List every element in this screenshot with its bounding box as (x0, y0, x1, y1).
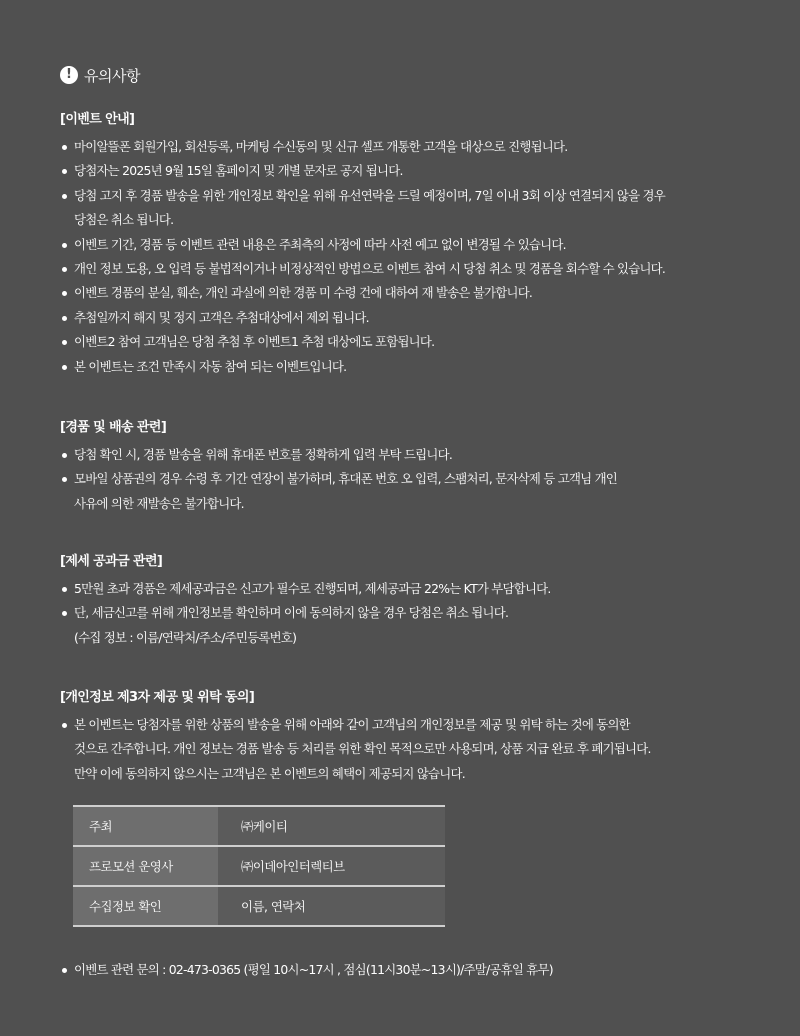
section-title: [경품 및 배송 관련] (60, 420, 167, 435)
table-value: ㈜케이티 (218, 806, 445, 846)
list-item: 모바일 상품권의 경우 수령 후 기간 연장이 불가하며, 휴대폰 번호 오 입력, 스팸처리, 문자삭제 등 고객님 개인 사유에 의한 재발송은 불가합니다. (60, 467, 760, 516)
table-label: 수집정보 확인 (73, 886, 218, 926)
table-value: 이름, 연락처 (218, 886, 445, 926)
list-item: 당첨 고지 후 경품 발송을 위한 개인정보 확인을 위해 유선연락을 드릴 예정이며, 7일 이내 3회 이상 연결되지 않을 경우 당첨은 취소 됩니다. (60, 184, 760, 233)
section-title: [개인정보 제3자 제공 및 위탁 동의] (60, 690, 255, 705)
list-item: 단, 세금신고를 위해 개인정보를 확인하며 이에 동의하지 않을 경우 당첨은 취소 됩니다. (수집 정보 : 이름/연락처/주소/주민등록번호) (60, 601, 760, 650)
contact-text: 이벤트 관련 문의 : 02-473-0365 (평일 10시~17시 , 점심(11시30분~13시)/주말/공휴일 휴무) (74, 962, 553, 977)
table-row (73, 846, 445, 886)
list-item: 당첨자는 2025년 9월 15일 홈페이지 및 개별 문자로 공지 됩니다. (60, 159, 760, 183)
list-item: 추첨일까지 해지 및 정지 고객은 추첨대상에서 제외 됩니다. (60, 306, 760, 330)
list-item: 이벤트 기간, 경품 등 이벤트 관련 내용은 주최측의 사정에 따라 사전 예고 없이 변경될 수 있습니다. (60, 233, 760, 257)
table-row (73, 806, 445, 846)
list-item: 마이알뜰폰 회원가입, 회선등록, 마케팅 수신동의 및 신규 셀프 개통한 고객을 대상으로 진행됩니다. (60, 135, 760, 159)
info-table (73, 805, 445, 927)
section-tax (60, 553, 760, 650)
table-label: 주최 (73, 806, 218, 846)
exclamation-icon: ! (60, 66, 78, 84)
list-item: 본 이벤트는 당첨자를 위한 상품의 발송을 위해 아래와 같이 고객님의 개인정보를 제공 및 위탁 하는 것에 동의한 것으로 간주합니다. 개인 정보는 경품 발송 등 처리를 위한 확인 목적으로만 사용되며, 상품 지급 완료 후 폐기됩니다. 만약 이에 동의하지 않으시는 고객님은 본 이벤트의 혜택이 제공되지 않습니다. (60, 713, 760, 786)
list-item: 당첨 확인 시, 경품 발송을 위해 휴대폰 번호를 정확하게 입력 부탁 드립니다. (60, 443, 760, 467)
section-event-info (60, 111, 760, 379)
section-prize-delivery (60, 419, 760, 516)
list-item: 5만원 초과 경품은 제세공과금은 신고가 필수로 진행되며, 제세공과금 22%는 KT가 부담합니다. (60, 577, 760, 601)
list-item: 이벤트2 참여 고객님은 당첨 추첨 후 이벤트1 추첨 대상에도 포함됩니다. (60, 330, 760, 354)
notice-title: 유의사항 (84, 66, 140, 85)
list-item: 이벤트 경품의 분실, 훼손, 개인 과실에 의한 경품 미 수령 건에 대하여 재 발송은 불가합니다. (60, 281, 760, 305)
list-item: 개인 정보 도용, 오 입력 등 불법적이거나 비정상적인 방법으로 이벤트 참여 시 당첨 취소 및 경품을 회수할 수 있습니다. (60, 257, 760, 281)
table-row (73, 886, 445, 926)
section-privacy-consent (60, 689, 760, 786)
table-label: 프로모션 운영사 (73, 846, 218, 886)
list-item (60, 958, 760, 982)
list-item: 본 이벤트는 조건 만족시 자동 참여 되는 이벤트입니다. (60, 355, 760, 379)
section-title: [제세 공과금 관련] (60, 554, 163, 569)
notice-header (60, 64, 140, 86)
section-title: [이벤트 안내] (60, 112, 135, 127)
table-value: ㈜이데아인터렉티브 (218, 846, 445, 886)
contact-info (60, 958, 760, 982)
